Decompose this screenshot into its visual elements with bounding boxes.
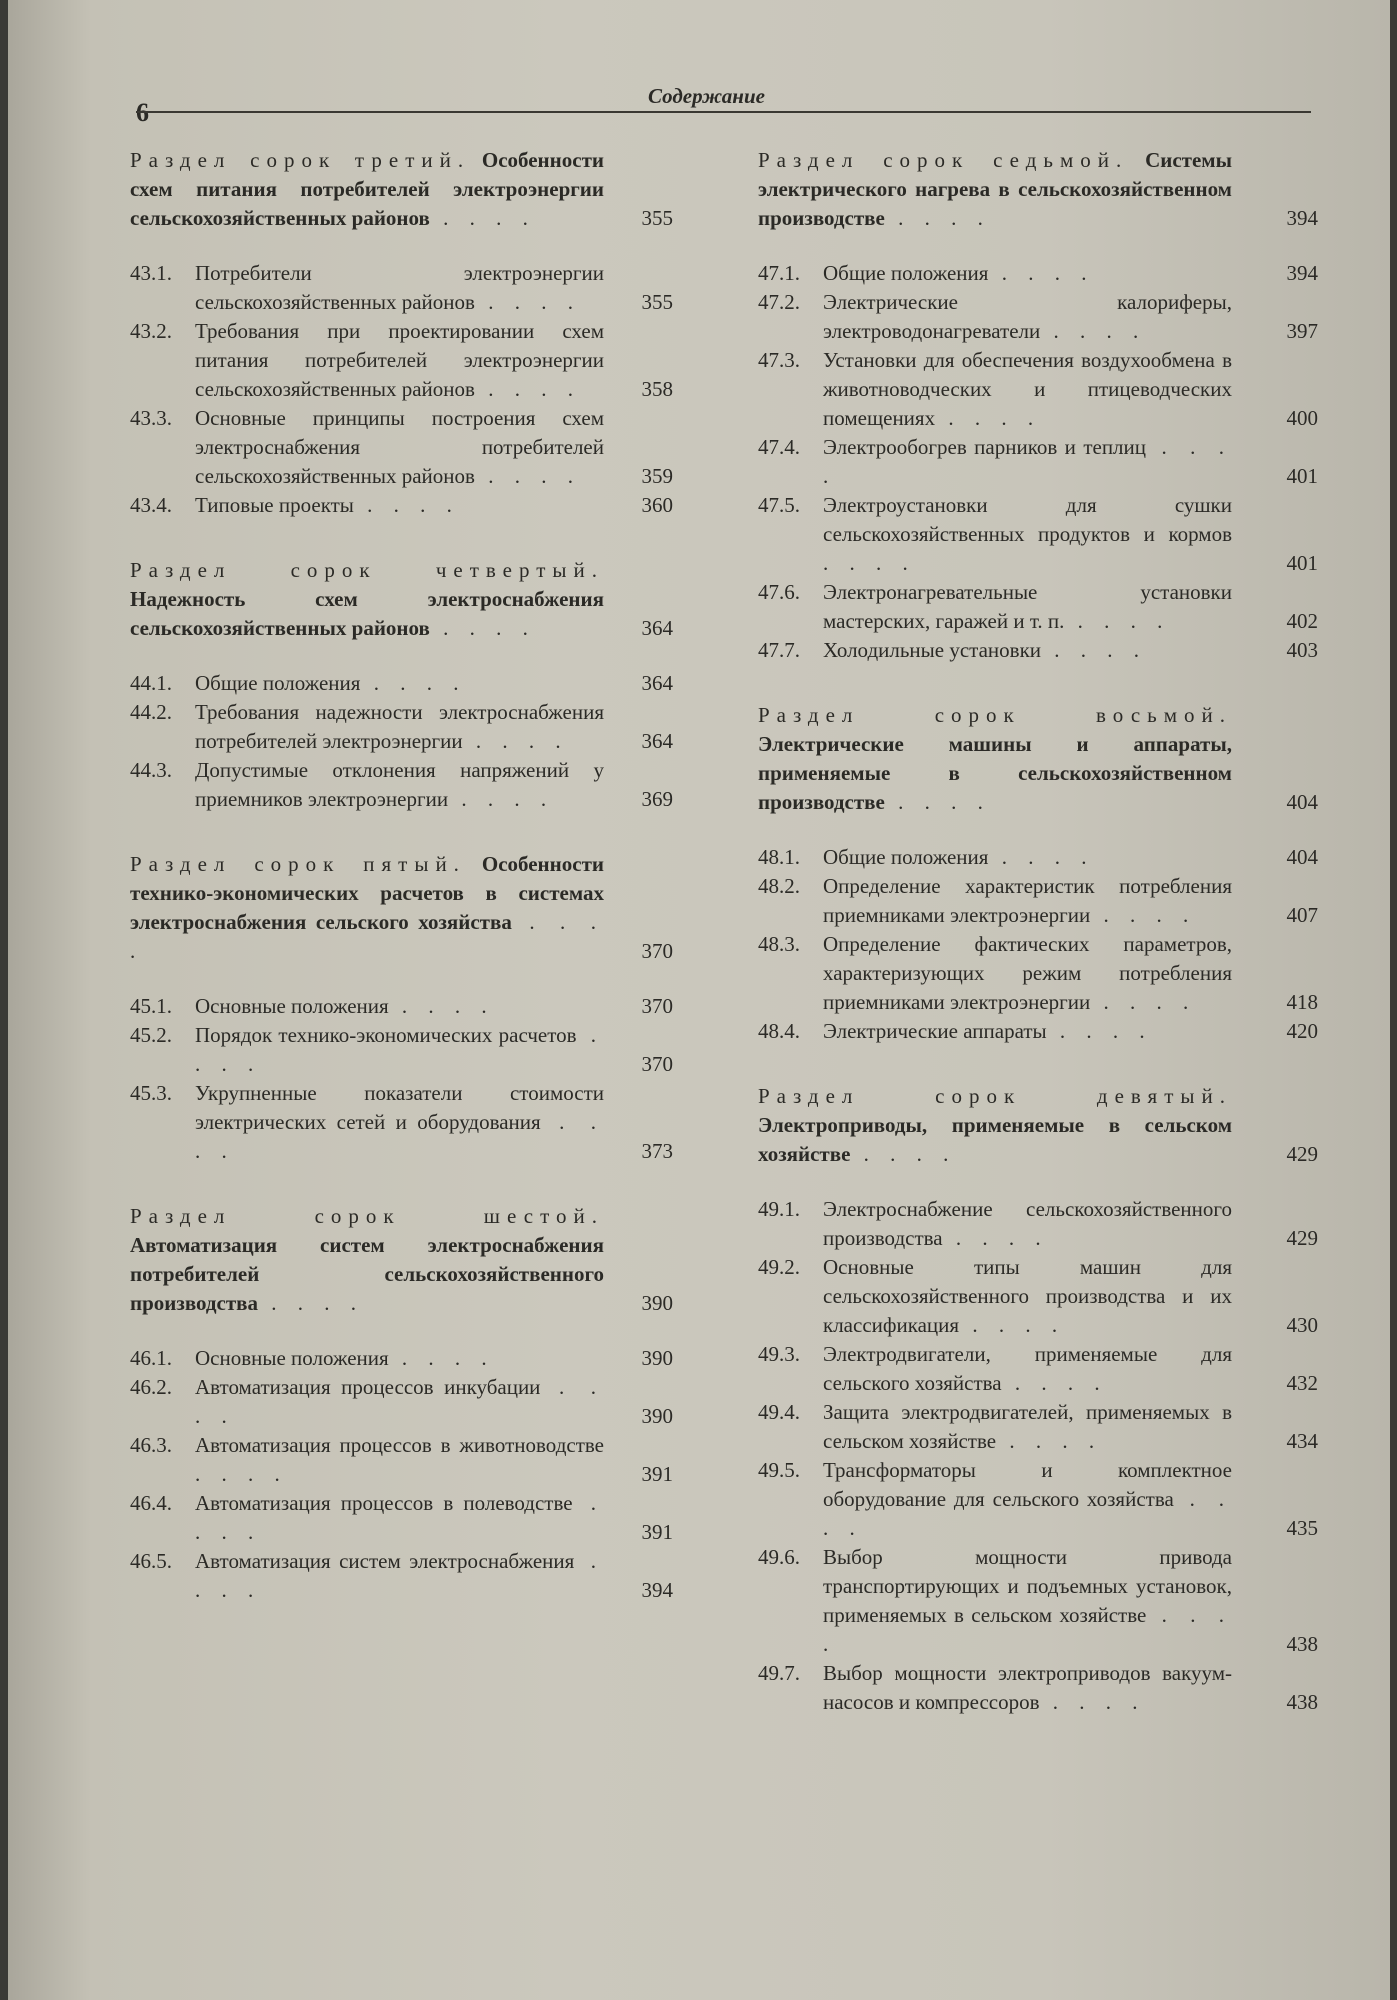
entry-title — [195, 1547, 604, 1605]
toc-items — [758, 259, 1318, 665]
toc-entry — [130, 669, 673, 698]
leader-dots: . . . . — [988, 261, 1095, 285]
toc-entry — [130, 491, 673, 520]
leader-dots: . . . . — [195, 1375, 604, 1428]
section-title: Особенности схем питания потребителей электроэнергии сельскохозяйственных районов — [130, 148, 604, 230]
entry-page-number: 420 — [1286, 1019, 1318, 1043]
entry-title — [195, 259, 604, 317]
toc-entry — [130, 1547, 673, 1605]
entry-page-number: 404 — [1286, 845, 1318, 869]
toc-entry — [758, 1340, 1318, 1398]
toc-entry — [130, 1079, 673, 1166]
leader-dots: . . . . — [474, 377, 581, 401]
entry-title-text: Электрические аппараты — [823, 1019, 1047, 1043]
leader-dots: . . . . — [474, 290, 581, 314]
leader-dots: . . . . — [823, 435, 1232, 488]
entry-page-number: 394 — [641, 1578, 673, 1602]
entry-title — [823, 1253, 1232, 1340]
toc-entry — [758, 1456, 1318, 1543]
entry-title — [823, 1659, 1232, 1717]
entry-number: 45.3. — [130, 1081, 172, 1105]
entry-title — [195, 1079, 604, 1166]
section-title: Электроприводы, применяемые в сельском хозяйстве — [758, 1113, 1232, 1166]
entry-page-number: 434 — [1286, 1429, 1318, 1453]
entry-number: 46.1. — [130, 1346, 172, 1370]
section-title: Автоматизация систем электроснабжения потребителей сельскохозяйственного производства — [130, 1233, 604, 1315]
entry-number: 48.4. — [758, 1019, 800, 1043]
book-page — [8, 0, 1390, 2000]
section-label: Раздел сорок четвертый. — [130, 558, 604, 582]
entry-page-number: 400 — [1286, 406, 1318, 430]
entry-title-text: Электрические калориферы, электроводонагреватели — [823, 290, 1232, 343]
section-heading — [130, 1202, 673, 1318]
section-title: Надежность схем электроснабжения сельскохозяйственных районов — [130, 587, 604, 640]
entry-title — [823, 636, 1232, 665]
entry-title — [195, 669, 604, 698]
toc-entry — [758, 1543, 1318, 1659]
leader-dots: . . . . — [429, 616, 536, 640]
entry-page-number: 359 — [641, 464, 673, 488]
entry-number: 47.7. — [758, 638, 800, 662]
entry-number: 46.3. — [130, 1433, 172, 1457]
leader-dots: . . . . — [1039, 1690, 1146, 1714]
entry-title — [823, 288, 1232, 346]
toc-section — [758, 146, 1318, 665]
leader-dots: . . . . — [823, 551, 916, 575]
toc-section — [130, 146, 673, 520]
entry-title — [195, 756, 604, 814]
entry-number: 49.3. — [758, 1342, 800, 1366]
entry-number: 43.1. — [130, 261, 172, 285]
entry-title-text: Установки для обеспечения воздухообмена в животноводческих и птицеводческих помещениях — [823, 348, 1232, 430]
section-heading-text — [758, 701, 1232, 817]
entry-title-text: Электрообогрев парников и теплиц — [823, 435, 1147, 459]
toc-entry — [758, 259, 1318, 288]
entry-page-number: 432 — [1286, 1371, 1318, 1395]
leader-dots: . . . . — [130, 910, 604, 963]
section-label: Раздел сорок восьмой. — [758, 703, 1232, 727]
toc-entry — [758, 1253, 1318, 1340]
entry-number: 49.1. — [758, 1197, 800, 1221]
header-rule — [136, 111, 1311, 113]
entry-number: 48.3. — [758, 932, 800, 956]
entry-title — [823, 1543, 1232, 1659]
entry-title-text: Потребители электроэнергии сельскохозяйственных районов — [195, 261, 604, 314]
page-number: 6 — [136, 98, 149, 127]
entry-title-text: Допустимые отклонения напряжений у приемников электроэнергии — [195, 758, 604, 811]
entry-title-text: Общие положения — [823, 845, 989, 869]
entry-page-number: 418 — [1286, 990, 1318, 1014]
toc-entry — [130, 992, 673, 1021]
entry-number: 49.4. — [758, 1400, 800, 1424]
leader-dots: . . . . — [1090, 903, 1197, 927]
entry-page-number: 401 — [1286, 464, 1318, 488]
section-heading-text — [758, 146, 1232, 233]
entry-page-number: 391 — [641, 1462, 673, 1486]
entry-number: 47.1. — [758, 261, 800, 285]
toc-entry — [758, 491, 1318, 578]
entry-title-text: Типовые проекты — [195, 493, 354, 517]
leader-dots: . . . . — [388, 994, 495, 1018]
section-label: Раздел сорок девятый. — [758, 1084, 1232, 1108]
leader-dots: . . . . — [429, 206, 536, 230]
entry-title — [823, 843, 1232, 872]
leader-dots: . . . . — [996, 1429, 1103, 1453]
entry-title — [195, 1373, 604, 1431]
section-label: Раздел сорок пятый. — [130, 852, 466, 876]
toc-entry — [758, 346, 1318, 433]
entry-title — [823, 259, 1232, 288]
entry-title — [823, 1017, 1232, 1046]
toc-entry — [758, 1195, 1318, 1253]
toc-items — [130, 1344, 673, 1605]
running-title: Содержание — [648, 84, 765, 108]
entry-title — [823, 491, 1232, 578]
leader-dots: . . . . — [823, 1603, 1233, 1656]
entry-title — [823, 1398, 1232, 1456]
entry-title-text: Укрупненные показатели стоимости электрических сетей и оборудования — [195, 1081, 604, 1134]
entry-number: 49.7. — [758, 1661, 800, 1685]
entry-number: 46.4. — [130, 1491, 172, 1515]
entry-title-text: Автоматизация процессов в полеводстве — [195, 1491, 573, 1515]
entry-title-text: Общие положения — [823, 261, 989, 285]
toc-entry — [130, 698, 673, 756]
entry-number: 47.3. — [758, 348, 800, 372]
entry-number: 47.2. — [758, 290, 800, 314]
leader-dots: . . . . — [823, 1487, 1232, 1540]
leader-dots: . . . . — [1046, 1019, 1153, 1043]
entry-title-text: Выбор мощности привода транспортирующих и подъемных установок, применяемых в сельском хозяйстве — [823, 1545, 1232, 1627]
entry-title — [195, 1344, 604, 1373]
leader-dots: . . . . — [388, 1346, 495, 1370]
leader-dots: . . . . — [935, 406, 1042, 430]
entry-page-number: 394 — [1286, 261, 1318, 285]
section-page-number: 355 — [641, 206, 673, 230]
entry-title — [195, 1489, 604, 1547]
toc-section — [130, 850, 673, 1166]
entry-page-number: 355 — [641, 290, 673, 314]
toc-entry — [758, 872, 1318, 930]
entry-page-number: 364 — [641, 671, 673, 695]
leader-dots: . . . . — [850, 1142, 957, 1166]
entry-page-number: 403 — [1286, 638, 1318, 662]
entry-title-text: Выбор мощности электроприводов вакуум-насосов и компрессоров — [823, 1661, 1232, 1714]
entry-title — [823, 930, 1232, 1017]
entry-title — [195, 404, 604, 491]
entry-page-number: 401 — [1286, 551, 1318, 575]
toc-section — [758, 1082, 1318, 1717]
entry-page-number: 438 — [1286, 1690, 1318, 1714]
section-heading-text — [130, 1202, 604, 1318]
entry-page-number: 360 — [641, 493, 673, 517]
leader-dots: . . . . — [1064, 609, 1171, 633]
leader-dots: . . . . — [353, 493, 460, 517]
section-heading — [130, 556, 673, 643]
entry-page-number: 429 — [1286, 1226, 1318, 1250]
toc-entry — [130, 1373, 673, 1431]
leader-dots: . . . . — [884, 790, 991, 814]
entry-number: 49.2. — [758, 1255, 800, 1279]
leader-dots: . . . . — [1040, 319, 1147, 343]
entry-page-number: 407 — [1286, 903, 1318, 927]
entry-number: 43.4. — [130, 493, 172, 517]
section-heading-text — [130, 556, 604, 643]
toc-entry — [130, 1021, 673, 1079]
entry-title-text: Трансформаторы и комплектное оборудование для сельского хозяйства — [823, 1458, 1232, 1511]
entry-title — [823, 1340, 1232, 1398]
leader-dots: . . . . — [195, 1462, 288, 1486]
entry-number: 47.5. — [758, 493, 800, 517]
entry-number: 47.4. — [758, 435, 800, 459]
entry-number: 47.6. — [758, 580, 800, 604]
section-page-number: 364 — [641, 616, 673, 640]
entry-title — [195, 317, 604, 404]
leader-dots: . . . . — [195, 1023, 604, 1076]
entry-title — [823, 346, 1232, 433]
toc-entry — [130, 1344, 673, 1373]
leader-dots: . . . . — [1090, 990, 1197, 1014]
toc-entry — [130, 1431, 673, 1489]
entry-page-number: 390 — [641, 1346, 673, 1370]
entry-title — [195, 992, 604, 1021]
section-page-number: 429 — [1286, 1142, 1318, 1166]
leader-dots: . . . . — [942, 1226, 1049, 1250]
entry-number: 44.2. — [130, 700, 172, 724]
entry-number: 48.2. — [758, 874, 800, 898]
entry-page-number: 397 — [1286, 319, 1318, 343]
entry-title — [823, 1195, 1232, 1253]
entry-page-number: 370 — [641, 1052, 673, 1076]
entry-title-text: Защита электродвигателей, применяемых в сельском хозяйстве — [823, 1400, 1232, 1453]
entry-title-text: Основные типы машин для сельскохозяйственного производства и их классификация — [823, 1255, 1232, 1337]
toc-entry — [758, 578, 1318, 636]
section-label: Раздел сорок седьмой. — [758, 148, 1129, 172]
section-title: Электрические машины и аппараты, применяемые в сельскохозяйственном производстве — [758, 732, 1232, 814]
entry-number: 49.5. — [758, 1458, 800, 1482]
entry-page-number: 430 — [1286, 1313, 1318, 1337]
entry-title-text: Требования надежности электроснабжения потребителей электроэнергии — [195, 700, 604, 753]
entry-title-text: Автоматизация процессов в животноводстве — [195, 1433, 604, 1457]
section-heading — [130, 850, 673, 966]
section-page-number: 390 — [641, 1291, 673, 1315]
entry-page-number: 369 — [641, 787, 673, 811]
toc-entry — [758, 288, 1318, 346]
toc-entry — [130, 317, 673, 404]
entry-page-number: 364 — [641, 729, 673, 753]
toc-items — [130, 259, 673, 520]
entry-number: 44.3. — [130, 758, 172, 782]
entry-title-text: Электродвигатели, применяемые для сельского хозяйства — [823, 1342, 1232, 1395]
toc-entry — [758, 433, 1318, 491]
entry-title-text: Основные положения — [195, 994, 389, 1018]
section-page-number: 394 — [1286, 206, 1318, 230]
entry-page-number: 390 — [641, 1404, 673, 1428]
toc-section — [758, 701, 1318, 1046]
section-page-number: 404 — [1286, 790, 1318, 814]
leader-dots: . . . . — [988, 845, 1095, 869]
entry-number: 45.2. — [130, 1023, 172, 1047]
entry-page-number: 358 — [641, 377, 673, 401]
toc-entry — [758, 1017, 1318, 1046]
entry-number: 45.1. — [130, 994, 172, 1018]
entry-page-number: 402 — [1286, 609, 1318, 633]
entry-number: 43.3. — [130, 406, 172, 430]
entry-page-number: 438 — [1286, 1632, 1318, 1656]
section-heading-text — [758, 1082, 1232, 1169]
entry-title-text: Основные принципы построения схем электроснабжения потребителей сельскохозяйственных районов — [195, 406, 604, 488]
entry-page-number: 391 — [641, 1520, 673, 1544]
section-heading-text — [130, 850, 604, 966]
entry-page-number: 373 — [641, 1139, 673, 1163]
leader-dots: . . . . — [195, 1549, 604, 1602]
toc-right-column — [758, 146, 1318, 1753]
leader-dots: . . . . — [462, 729, 569, 753]
entry-title — [195, 491, 604, 520]
entry-title-text: Электронагревательные установки мастерских, гаражей и т. п. — [823, 580, 1232, 633]
entry-title — [195, 1431, 604, 1489]
toc-section — [130, 556, 673, 814]
entry-title-text: Определение фактических параметров, характеризующих режим потребления приемниками электроэнергии — [823, 932, 1232, 1014]
section-label: Раздел сорок шестой. — [130, 1204, 604, 1228]
toc-entry — [130, 404, 673, 491]
toc-entry — [130, 259, 673, 317]
entry-title — [823, 433, 1232, 491]
entry-number: 44.1. — [130, 671, 172, 695]
entry-number: 48.1. — [758, 845, 800, 869]
leader-dots: . . . . — [258, 1291, 365, 1315]
entry-title-text: Холодильные установки — [823, 638, 1042, 662]
toc-entry — [758, 843, 1318, 872]
leader-dots: . . . . — [884, 206, 991, 230]
toc-entry — [758, 636, 1318, 665]
toc-items — [130, 992, 673, 1166]
entry-title — [823, 1456, 1232, 1543]
toc-entry — [758, 1659, 1318, 1717]
section-title: Особенности технико-экономических расчетов в системах электроснабжения сельского хозяйства — [130, 852, 604, 934]
section-label: Раздел сорок третий. — [130, 148, 471, 172]
toc-left-column — [130, 146, 673, 1641]
toc-items — [758, 1195, 1318, 1717]
toc-items — [758, 843, 1318, 1046]
entry-title-text: Автоматизация систем электроснабжения — [195, 1549, 575, 1573]
entry-page-number: 435 — [1286, 1516, 1318, 1540]
entry-title — [195, 698, 604, 756]
section-heading — [758, 701, 1318, 817]
entry-title-text: Определение характеристик потребления приемниками электроэнергии — [823, 874, 1232, 927]
entry-title — [195, 1021, 604, 1079]
entry-title-text: Порядок технико-экономических расчетов — [195, 1023, 577, 1047]
toc-entry — [758, 930, 1318, 1017]
toc-items — [130, 669, 673, 814]
toc-entry — [130, 756, 673, 814]
section-page-number: 370 — [641, 939, 673, 963]
leader-dots: . . . . — [474, 464, 581, 488]
entry-title-text: Автоматизация процессов инкубации — [195, 1375, 541, 1399]
leader-dots: . . . . — [959, 1313, 1066, 1337]
toc-entry — [758, 1398, 1318, 1456]
section-heading — [758, 146, 1318, 233]
leader-dots: . . . . — [195, 1110, 605, 1163]
leader-dots: . . . . — [195, 1491, 605, 1544]
entry-title — [823, 578, 1232, 636]
toc-section — [130, 1202, 673, 1605]
section-heading-text — [130, 146, 604, 233]
leader-dots: . . . . — [448, 787, 555, 811]
section-heading — [758, 1082, 1318, 1169]
entry-page-number: 370 — [641, 994, 673, 1018]
entry-title-text: Требования при проектировании схем питания потребителей электроэнергии сельскохозяйственных районов — [195, 319, 604, 401]
entry-number: 43.2. — [130, 319, 172, 343]
entry-title-text: Электроустановки для сушки сельскохозяйственных продуктов и кормов — [823, 493, 1232, 546]
section-heading — [130, 146, 673, 233]
entry-number: 46.2. — [130, 1375, 172, 1399]
section-title: Системы электрического нагрева в сельскохозяйственном производстве — [758, 148, 1232, 230]
toc-entry — [130, 1489, 673, 1547]
entry-title-text: Электроснабжение сельскохозяйственного производства — [823, 1197, 1232, 1250]
leader-dots: . . . . — [360, 671, 467, 695]
entry-number: 49.6. — [758, 1545, 800, 1569]
leader-dots: . . . . — [1001, 1371, 1108, 1395]
entry-title-text: Общие положения — [195, 671, 361, 695]
entry-number: 46.5. — [130, 1549, 172, 1573]
entry-title — [823, 872, 1232, 930]
entry-title-text: Основные положения — [195, 1346, 389, 1370]
leader-dots: . . . . — [1041, 638, 1148, 662]
